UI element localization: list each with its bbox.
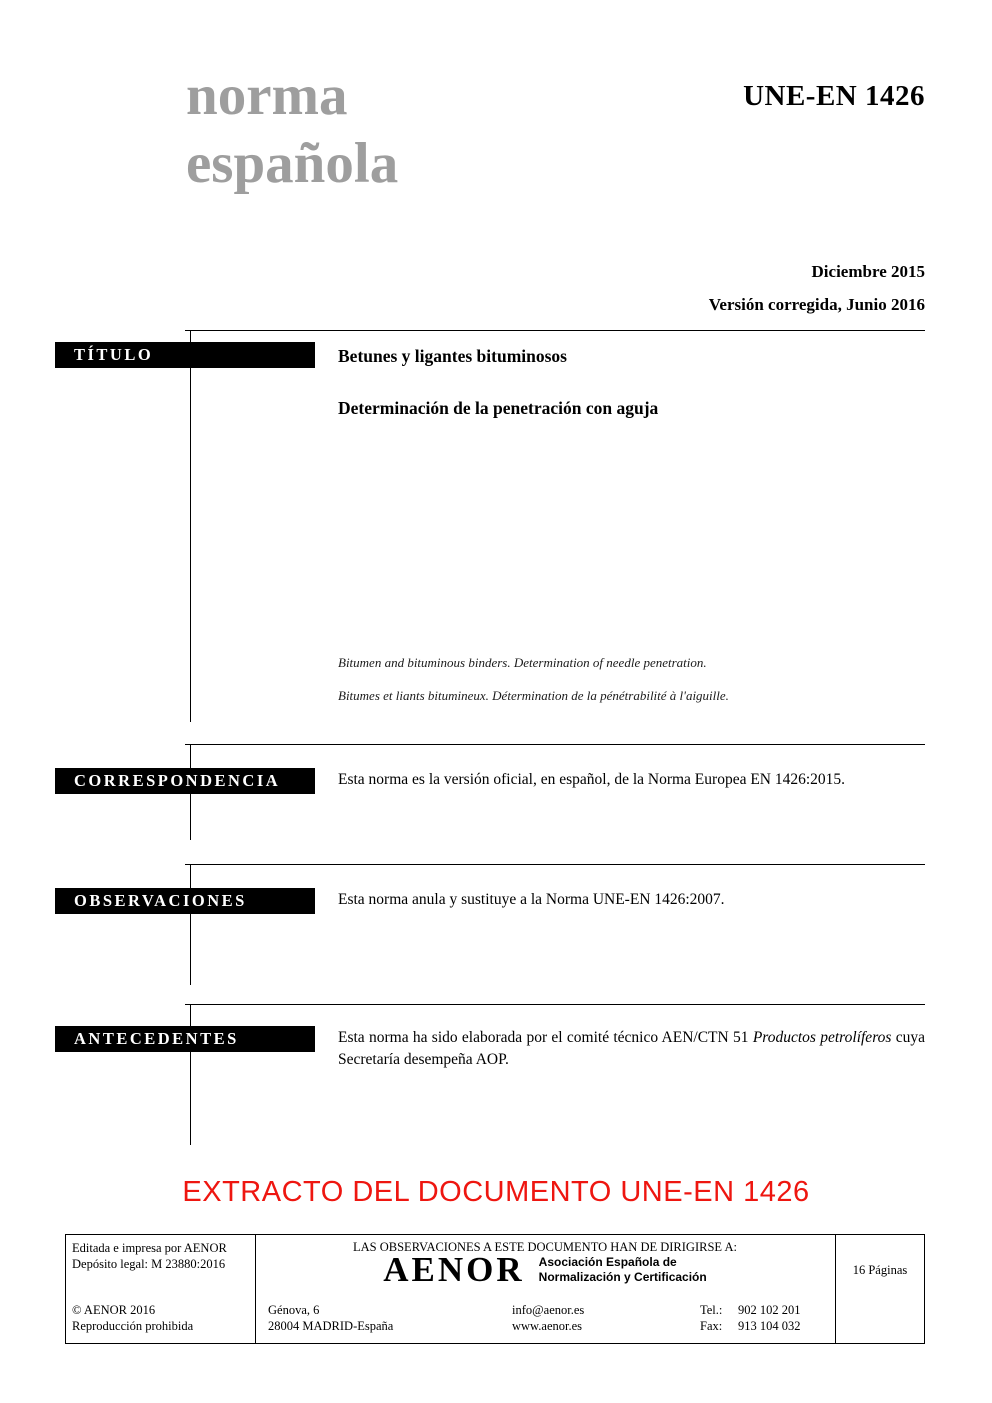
footer-fax-label: Fax: [700, 1319, 723, 1333]
rule-top [185, 330, 925, 331]
footer-fax-row [700, 1318, 801, 1334]
footer-publisher-block [72, 1240, 227, 1272]
footer-copyright-block [72, 1302, 193, 1334]
footer-telfax-block [700, 1302, 801, 1334]
footer-published-by: Editada e impresa por AENOR [72, 1241, 227, 1255]
extract-banner: EXTRACTO DEL DOCUMENTO UNE-EN 1426 [182, 1176, 810, 1208]
corrected-version: Versión corregida, Junio 2016 [708, 295, 925, 314]
logo-line-1: norma [186, 64, 348, 127]
footer-page-count: 16 Páginas [852, 1263, 908, 1277]
rule-vertical-observaciones [190, 864, 191, 985]
footer-aenor-block [255, 1250, 835, 1290]
rule-vertical-titulo [190, 330, 191, 722]
rule-correspondencia [185, 744, 925, 745]
antecedentes-text-part2: cuya Secretaría desempeña AOP. [338, 1029, 925, 1068]
aenor-org-line-1: Asociación Española de [538, 1255, 677, 1269]
publication-date: Diciembre 2015 [811, 262, 925, 281]
footer-legal-deposit: Depósito legal: M 23880:2016 [72, 1257, 226, 1271]
footer-copyright: © AENOR 2016 [72, 1303, 156, 1317]
antecedentes-text-part1: Esta norma ha sido elaborada por el comité técnico AEN/CTN 51 [338, 1029, 753, 1046]
aenor-org-line-2: Normalización y Certificación [538, 1270, 707, 1284]
logo-line-2: española [186, 132, 399, 195]
section-label-correspondencia: CORRESPONDENCIA [55, 768, 315, 794]
rule-observaciones [185, 864, 925, 865]
title-line-2: Determinación de la penetración con aguja [338, 398, 659, 418]
title-line-1: Betunes y ligantes bituminosos [338, 346, 567, 366]
footer-web: www.aenor.es [512, 1319, 583, 1333]
footer-observations-note: LAS OBSERVACIONES A ESTE DOCUMENTO HAN DE DIRIGIRSE A: [353, 1240, 737, 1254]
aenor-logo: AENOR [383, 1250, 525, 1289]
observaciones-text: Esta norma anula y sustituye a la Norma UNE-EN 1426:2007. [338, 891, 725, 908]
footer-reproduction: Reproducción prohibida [72, 1319, 194, 1333]
footer-address-line-2: 28004 MADRID-España [268, 1319, 394, 1333]
section-label-titulo: TÍTULO [55, 342, 315, 368]
correspondencia-text: Esta norma es la versión oficial, en español, de la Norma Europea EN 1426:2015. [338, 771, 846, 788]
section-label-observaciones: OBSERVACIONES [55, 888, 315, 914]
section-label-antecedentes: ANTECEDENTES [55, 1026, 315, 1052]
footer-email: info@aenor.es [512, 1303, 585, 1317]
antecedentes-text [338, 1027, 925, 1071]
footer-address-block [268, 1302, 393, 1334]
footer-address-line-1: Génova, 6 [268, 1303, 320, 1317]
norma-espanola-logo [186, 62, 398, 198]
title-translation-fr: Bitumes et liants bitumineux. Détermination de la pénétrabilité à l'aiguille. [338, 688, 729, 703]
footer-contact-block [512, 1302, 584, 1334]
doc-code: UNE-EN 1426 [743, 80, 925, 112]
footer-tel-label: Tel.: [700, 1303, 723, 1317]
aenor-org-name [539, 1255, 707, 1285]
footer-tel-value: 902 102 201 [738, 1303, 801, 1317]
footer-tel-row [700, 1302, 801, 1318]
title-translation-en: Bitumen and bituminous binders. Determination of needle penetration. [338, 655, 707, 670]
antecedentes-text-italic: Productos petrolíferos [752, 1029, 892, 1046]
footer-fax-value: 913 104 032 [738, 1319, 801, 1333]
footer-divider-right [835, 1234, 836, 1344]
rule-antecedentes [185, 1004, 925, 1005]
